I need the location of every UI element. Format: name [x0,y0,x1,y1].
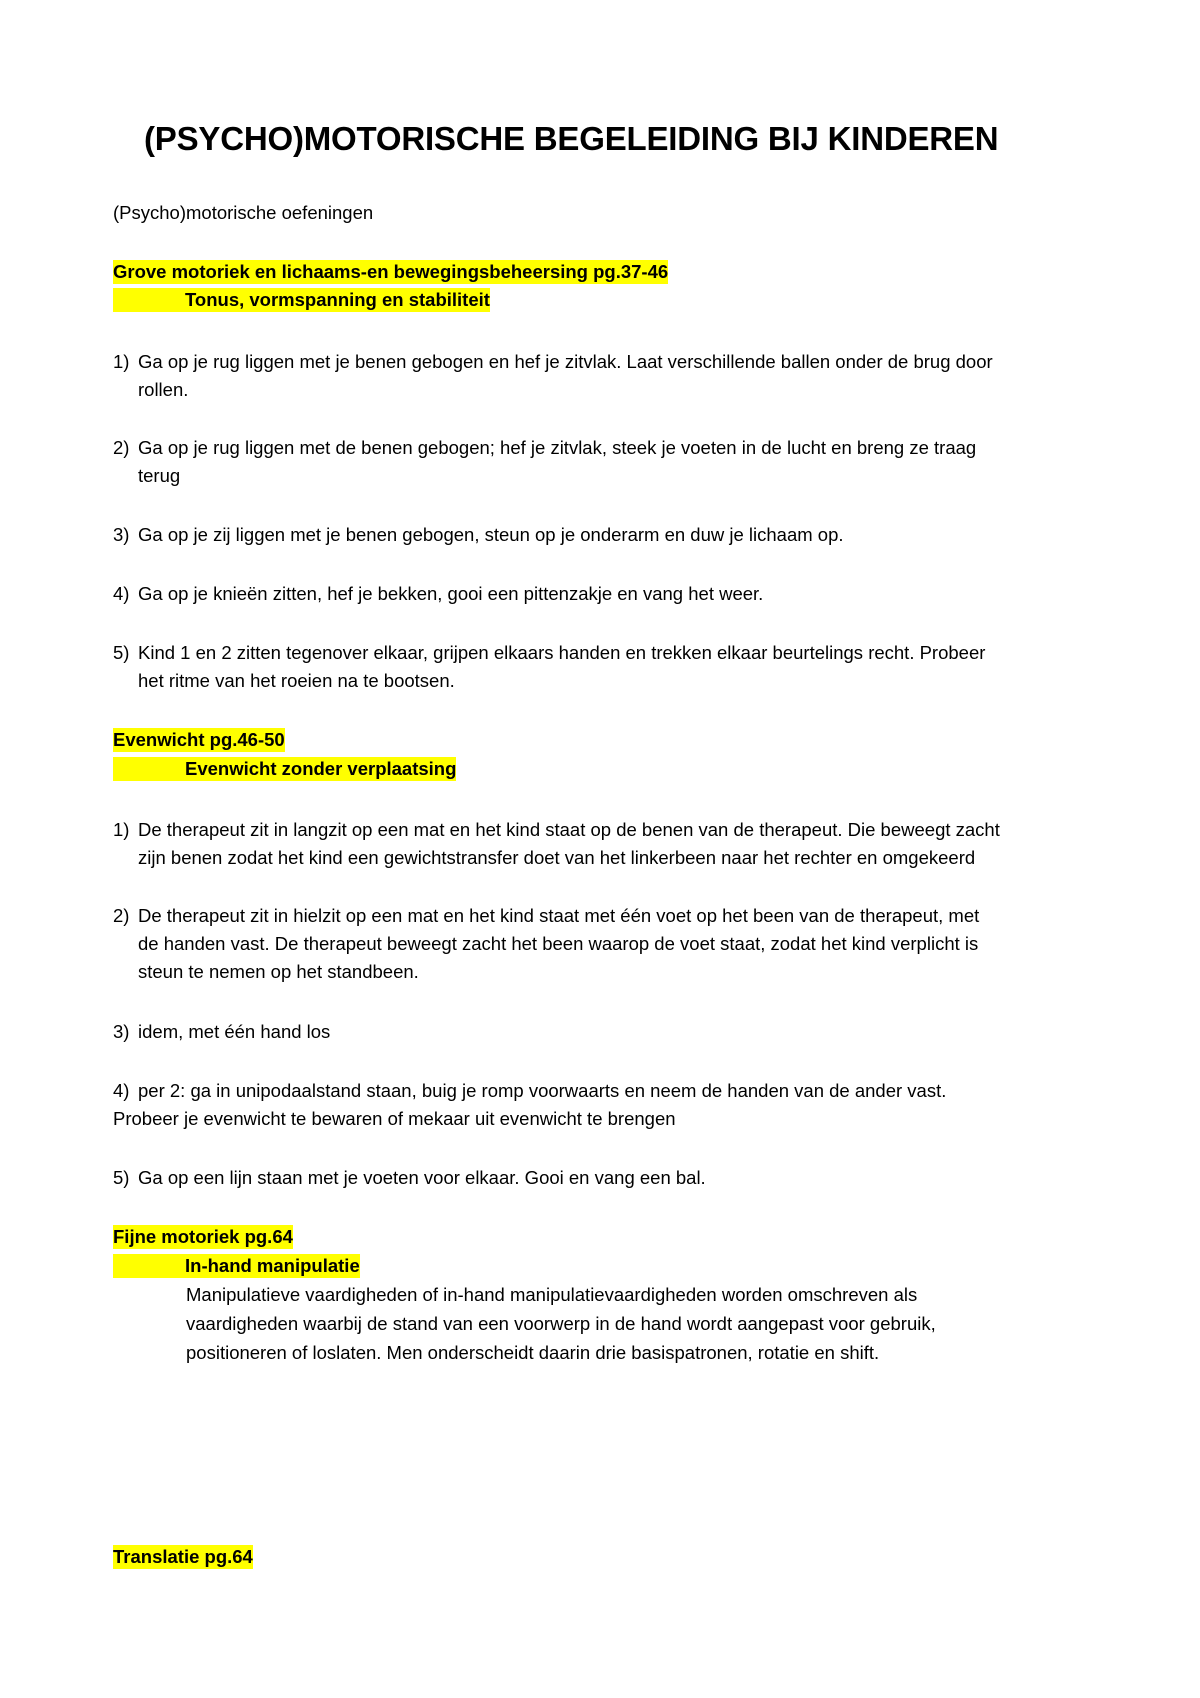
list-item-line: Ga op je zij liggen met je benen gebogen, steun op je onderarm en duw je lichaam op. [138,524,844,545]
list-item-line: Probeer je evenwicht te bewaren of mekaar uit evenwicht te brengen [113,1108,676,1129]
list-item [138,1018,1098,1046]
paragraph-line: vaardigheden waarbij de stand van een voorwerp in de hand wordt aangepast voor gebruik, [186,1313,936,1334]
paragraph-line: positioneren of loslaten. Men onderscheidt daarin drie basispatronen, rotatie en shift. [186,1342,880,1363]
list-item-number: 1) [113,819,130,840]
list-item-number: 2) [113,437,130,458]
list-item [138,348,1098,404]
list-item-line: de handen vast. De therapeut beweegt zacht het been waarop de voet staat, zodat het kind verplicht is [138,933,979,954]
section-heading [113,726,285,754]
list-item-number: 5) [113,642,130,663]
list-item-line: terug [138,465,181,486]
list-item [138,902,1098,986]
list-item-line: Ga op je knieën zitten, hef je bekken, gooi een pittenzakje en vang het weer. [138,583,764,604]
list-item-line: De therapeut zit in langzit op een mat en het kind staat op de benen van de therapeut. Die beweegt zacht [138,819,1000,840]
list-item [138,580,1098,608]
list-item-number: 4) [113,583,130,604]
section-heading [113,1543,253,1571]
section-subheading [113,755,456,783]
list-item-number: 1) [113,351,130,372]
list-item-number: 3) [113,1021,130,1042]
section-subheading-text: Evenwicht zonder verplaatsing [113,757,456,781]
section-subheading [113,1252,360,1280]
list-item [138,1164,1098,1192]
section-subheading [113,286,490,314]
list-item-line: steun te nemen op het standbeen. [138,961,419,982]
list-item-line: Ga op een lijn staan met je voeten voor elkaar. Gooi en vang een bal. [138,1167,706,1188]
paragraph-line: Manipulatieve vaardigheden of in-hand manipulatievaardigheden worden omschreven als [186,1284,918,1305]
section-heading-text: Grove motoriek en lichaams-en bewegingsbeheersing pg.37-46 [113,261,669,282]
list-item-line: Ga op je rug liggen met de benen gebogen; hef je zitvlak, steek je voeten in de lucht en breng ze traag [138,437,977,458]
section-heading-text: Translatie pg.64 [113,1546,253,1567]
section-heading-text: Fijne motoriek pg.64 [113,1226,293,1247]
section-heading-text: Evenwicht pg.46-50 [113,729,285,750]
section-heading [113,258,668,286]
list-item-number: 4) [113,1080,130,1101]
section-subheading-text: In-hand manipulatie [113,1254,360,1278]
section-heading [113,1223,293,1251]
list-item-line: zijn benen zodat het kind een gewichtstransfer doet van het linkerbeen naar het rechter en omgekeerd [138,847,976,868]
list-item-line: per 2: ga in unipodaalstand staan, buig je romp voorwaarts en neem de handen van de ander vast. [138,1080,947,1101]
list-item-line: idem, met één hand los [138,1021,331,1042]
list-item [138,816,1098,872]
list-item-line: De therapeut zit in hielzit op een mat en het kind staat met één voet op het been van de therapeut, met [138,905,980,926]
document-subtitle: (Psycho)motorische oefeningen [113,202,374,223]
list-item-number: 5) [113,1167,130,1188]
list-item [138,639,1098,695]
list-item [138,434,1098,490]
list-item-line: Kind 1 en 2 zitten tegenover elkaar, grijpen elkaars handen en trekken elkaar beurtelings recht. Probeer [138,642,986,663]
list-item-line: Ga op je rug liggen met je benen gebogen en hef je zitvlak. Laat verschillende ballen onder de brug door [138,351,993,372]
list-item-number: 3) [113,524,130,545]
list-item-number: 2) [113,905,130,926]
list-item [138,521,1098,549]
list-item-line: het ritme van het roeien na te bootsen. [138,670,455,691]
page-title: (PSYCHO)MOTORISCHE BEGELEIDING BIJ KINDEREN [144,120,999,157]
section-subheading-text: Tonus, vormspanning en stabiliteit [113,288,490,312]
list-item-line: rollen. [138,379,189,400]
